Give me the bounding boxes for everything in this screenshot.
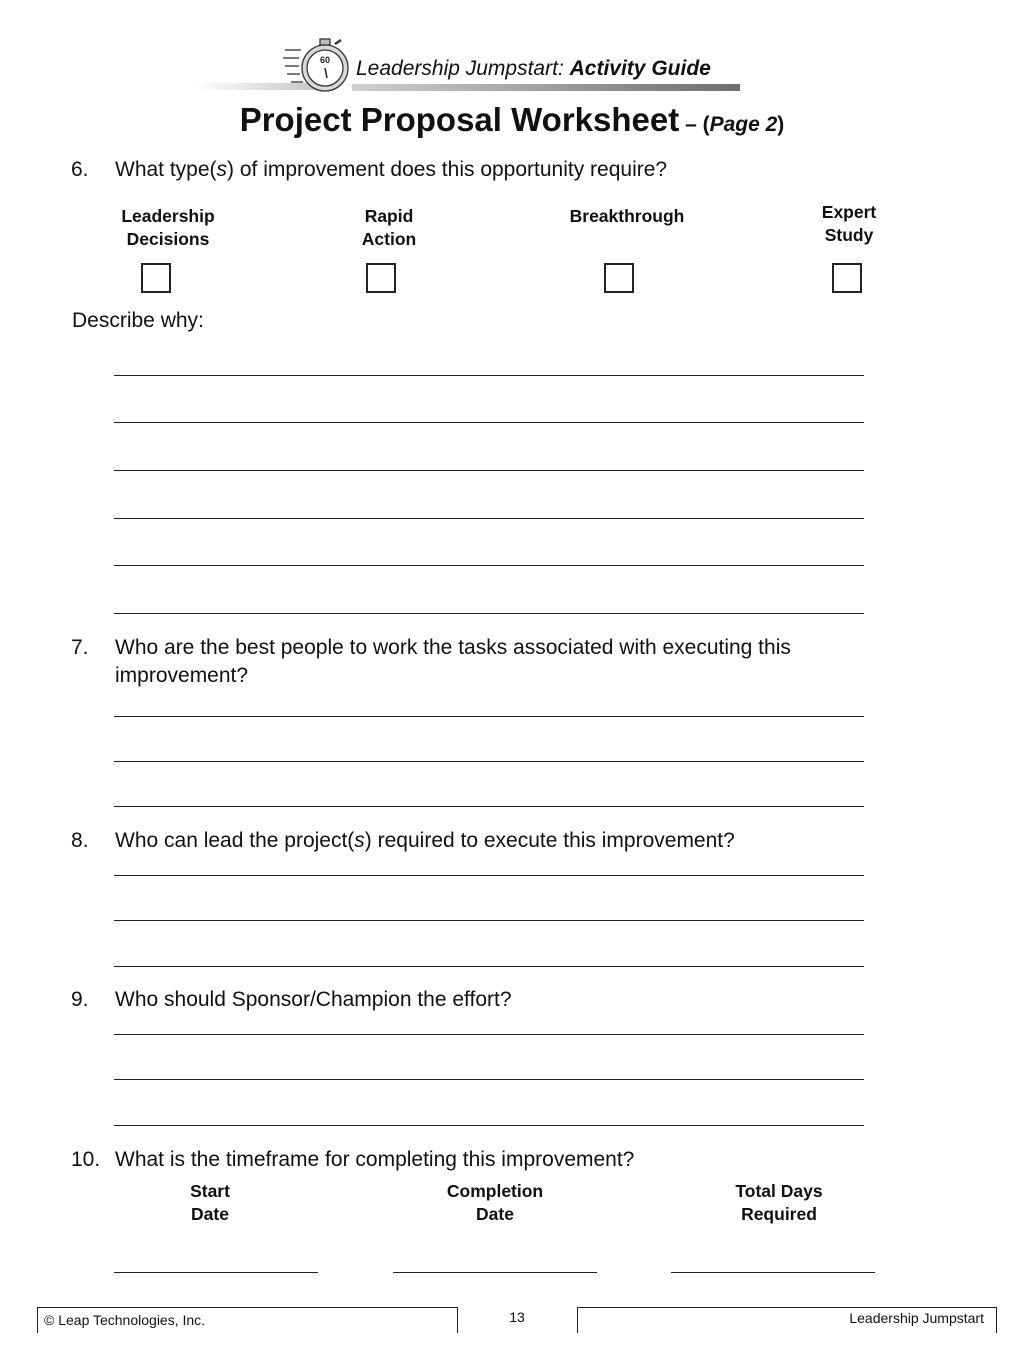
question-text: What is the timeframe for completing this improvement?	[115, 1148, 635, 1171]
footer-page-number: 13	[509, 1309, 525, 1325]
checkbox-breakthrough[interactable]	[604, 263, 634, 293]
field-label-start-date: Start Date	[190, 1181, 230, 1224]
question-number: 6.	[71, 158, 89, 181]
question-text: Who are the best people to work the tasks associated with executing this improvement?	[115, 636, 791, 687]
answer-line[interactable]	[114, 875, 864, 876]
question-number: 10.	[71, 1148, 101, 1171]
answer-line[interactable]	[114, 920, 864, 921]
question-text: Who can lead the project(s) required to execute this improvement?	[115, 829, 735, 852]
option-label-rapid-action: Rapid Action	[361, 206, 417, 249]
total-days-field[interactable]	[671, 1272, 875, 1273]
header-title: Leadership Jumpstart: Activity Guide	[356, 57, 711, 80]
answer-line[interactable]	[114, 1125, 864, 1126]
page-title: Project Proposal Worksheet – (Page 2)	[239, 101, 785, 138]
checkbox-rapid-action[interactable]	[366, 263, 396, 293]
answer-line[interactable]	[114, 1034, 864, 1035]
field-label-total-days: Total Days Required	[735, 1181, 823, 1224]
answer-line[interactable]	[114, 470, 864, 471]
footer-guide-name: Leadership Jumpstart	[577, 1307, 997, 1333]
option-label-breakthrough: Breakthrough	[569, 206, 685, 226]
answer-line[interactable]	[114, 806, 864, 807]
question-number: 8.	[71, 829, 89, 852]
question-number: 7.	[71, 636, 89, 659]
checkbox-leadership-decisions[interactable]	[141, 263, 171, 293]
answer-line[interactable]	[114, 518, 864, 519]
answer-line[interactable]	[114, 1079, 864, 1080]
question-text: What type(s) of improvement does this opportunity require?	[115, 158, 668, 181]
answer-line[interactable]	[114, 375, 864, 376]
answer-line[interactable]	[114, 565, 864, 566]
field-label-completion-date: Completion Date	[446, 1181, 544, 1224]
answer-line[interactable]	[114, 761, 864, 762]
answer-line[interactable]	[114, 716, 864, 717]
answer-line[interactable]	[114, 966, 864, 967]
header-rule-right	[352, 84, 740, 91]
option-label-expert-study: Expert Study	[821, 202, 877, 245]
question-text: Who should Sponsor/Champion the effort?	[115, 988, 512, 1011]
stopwatch-icon	[283, 36, 353, 94]
checkbox-expert-study[interactable]	[832, 263, 862, 293]
answer-line[interactable]	[114, 422, 864, 423]
footer-copyright: © Leap Technologies, Inc.	[37, 1307, 458, 1333]
answer-line[interactable]	[114, 613, 864, 614]
start-date-field[interactable]	[114, 1272, 318, 1273]
completion-date-field[interactable]	[393, 1272, 597, 1273]
describe-why-label: Describe why:	[72, 309, 204, 332]
option-label-leadership-decisions: Leadership Decisions	[121, 206, 215, 249]
question-number: 9.	[71, 988, 89, 1011]
svg-text:60: 60	[319, 55, 331, 65]
